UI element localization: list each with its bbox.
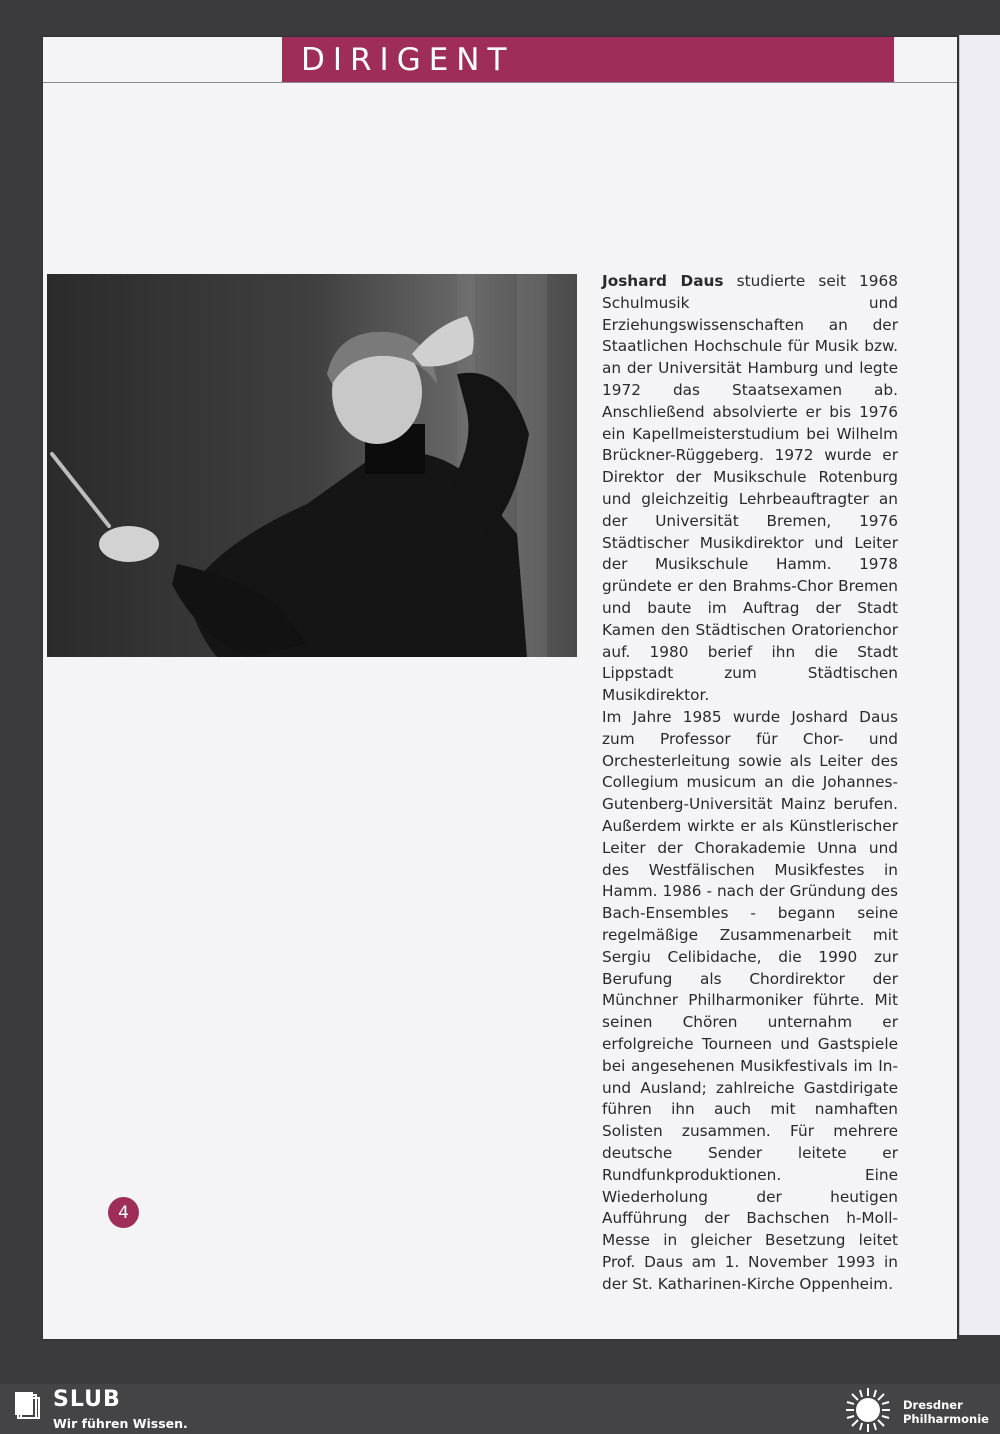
bio-paragraph-2: Im Jahre 1985 wurde Joshard Daus zum Professor für Chor- und Orchesterleitung sowie als Leiter des Collegium musicum an die Johannes-Gutenberg-Universität Mainz berufen. Außerdem wirkte er als Künstlerischer Leiter der Chorakademie Unna und des Westfälischen Musikfestes in Hamm. 1986 - nach der Gründung des Bach-Ensembles - begann seine regelmäßige Zusammenarbeit mit Sergiu Celibidache, die 1990 zur Berufung als Chordirektor der Münchner Philharmoniker führte. Mit seinen Chören unternahm er erfolgreiche Tourneen und Gastspiele bei angesehenen Musikfestivals im In- und Ausland; zahlreiche Gastdirigate führen ihn auch mit namhaften Solisten zusammen. Für mehrere deutsche Sender leitete er Rundfunkproduktionen. Eine Wiederholung der heutigen Aufführung der Bachschen h-Moll-Messe in gleicher Besetzung leitet Prof. Daus am 1. November 1993 in der St. Katharinen-Kirche Oppenheim. [602, 708, 898, 1293]
partner-line-1: Dresdner [903, 1398, 963, 1412]
book-icon [12, 1389, 42, 1419]
header-rule [43, 82, 957, 83]
page-number-badge: 4 [108, 1197, 139, 1228]
bio-paragraph-1-text: studierte seit 1968 Schulmusik und Erziehungswissenschaften an der Staatlichen Hochschule für Musik bzw. an der Universität Hamburg und legte 1972 das Staatsexamen ab. Anschließend absolvierte er bis 1976 ein Kapellmeisterstudium bei Wilhelm Brückner-Rüggeberg. 1972 wurde er Direktor der Musikschule Rotenburg und gleichzeitig Lehrbeauftragter an der Universität Bremen, 1976 Städtischer Musikdirektor und Leiter der Musikschule Hamm. 1978 gründete er den Brahms-Chor Bremen und baute im Auftrag der Stadt Kamen den Städtischen Oratorienchor auf. 1980 berief ihn die Stadt Lippstadt zum Städtischen Musikdirektor. [602, 272, 898, 705]
bio-paragraph-1 [602, 271, 898, 707]
conductor-name: Joshard Daus [602, 272, 724, 290]
partner-line-2: Philharmonie [903, 1412, 989, 1426]
dresdner-philharmonie-logo-icon[interactable] [842, 1386, 894, 1434]
dresdner-philharmonie-text [903, 1398, 989, 1426]
next-page-edge [959, 35, 1000, 1335]
conductor-photo [47, 274, 577, 657]
page-title: DIRIGENT [301, 42, 515, 78]
slub-logo-text[interactable]: SLUB [53, 1387, 121, 1412]
slub-tagline: Wir führen Wissen. [53, 1416, 188, 1431]
